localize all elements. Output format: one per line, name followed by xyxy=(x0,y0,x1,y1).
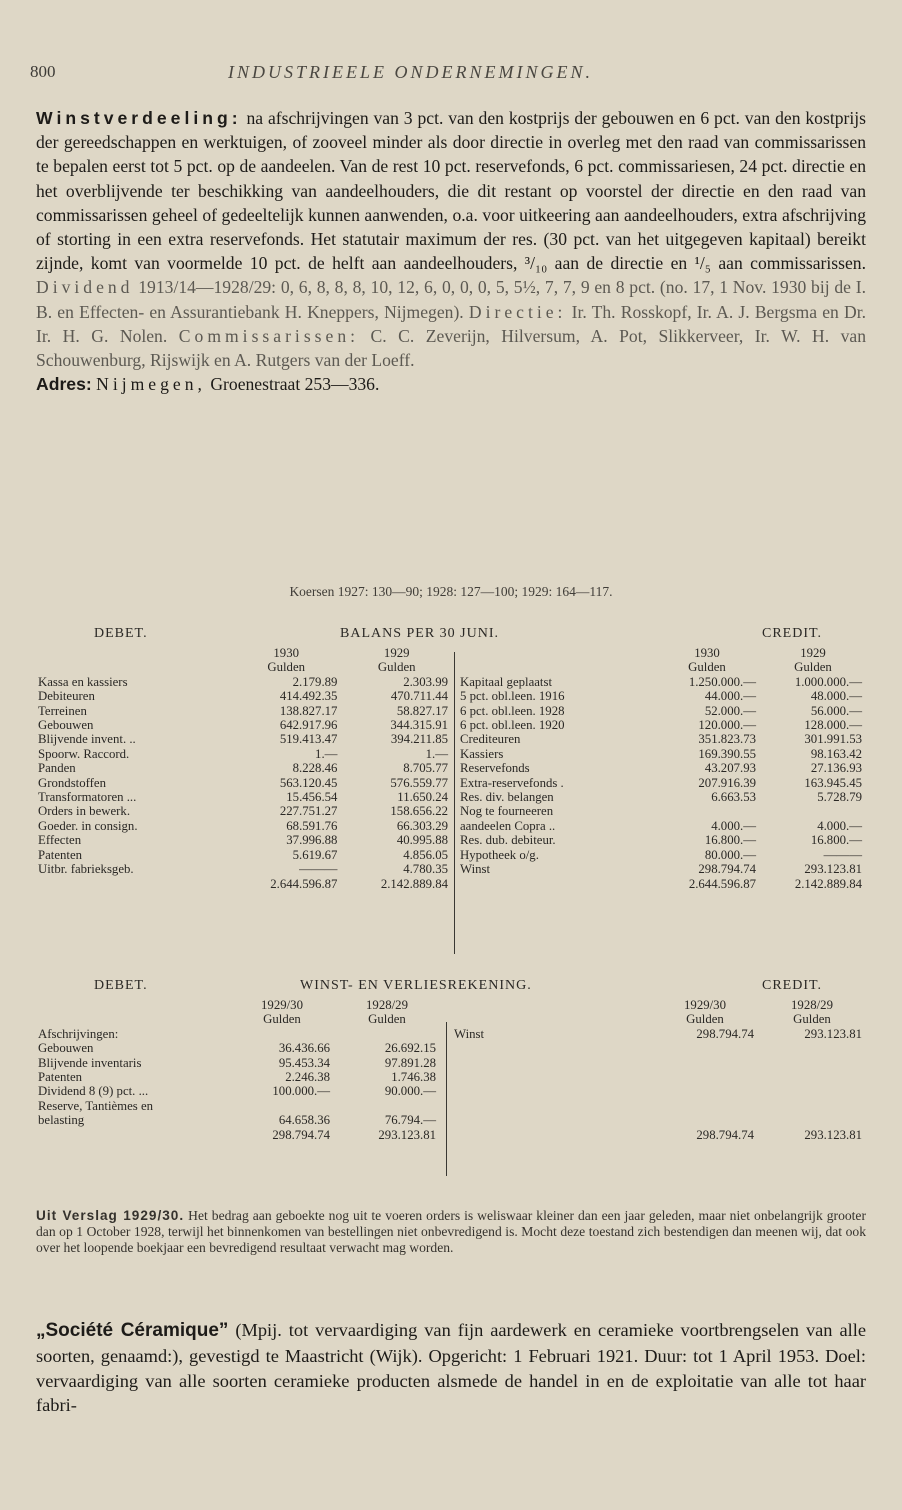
balans-credit-value-b: 163.945.45 xyxy=(804,775,862,790)
balans-debet-table xyxy=(36,646,452,891)
winst-debet-label: DEBET. xyxy=(94,978,148,993)
commissarissen-text: C. C. Zeverijn, Hilversum, A. Pot, Slikkerveer, Ir. W. H. van Schouwenburg, Rijswijk en A. Rutgers van der Loeff. xyxy=(36,325,867,371)
balans-credit-label: Kassiers xyxy=(460,746,504,761)
balans-debet-value-b: 40.995.88 xyxy=(396,833,448,848)
winst-debet-value-a: 64.658.36 xyxy=(278,1113,330,1128)
balans-credit-value-a: 6.663.53 xyxy=(711,790,756,805)
opgericht-text: 1 Februari 1921. xyxy=(513,1345,639,1366)
winst-debet-unit-b: Gulden xyxy=(368,1012,406,1027)
balans-credit-row xyxy=(458,718,866,732)
winst-center-rule xyxy=(446,1022,447,1176)
balans-debet-row xyxy=(36,776,452,790)
balans-debet-year-b: 1929 xyxy=(383,646,410,660)
verslag-paragraph xyxy=(36,1208,866,1255)
winst-debet-value-b: 1.746.38 xyxy=(391,1070,436,1085)
balans-credit-value-b: 5.728.79 xyxy=(817,790,862,805)
balans-debet-unit-a: Gulden xyxy=(267,660,306,675)
balans-credit-value-b: 16.800.— xyxy=(810,833,862,848)
balans-debet-value-a: 37.996.88 xyxy=(286,833,338,848)
balans-credit-label: Kapitaal geplaatst xyxy=(460,674,553,689)
balans-debet-total-a: 2.644.596.87 xyxy=(270,876,338,891)
balans-debet-row xyxy=(36,718,452,732)
winst-debet-value-b: 90.000.— xyxy=(384,1084,436,1099)
balans-debet-value-a: 414.492.35 xyxy=(279,689,338,704)
balans-debet-label: Transformatoren ... xyxy=(38,790,137,805)
balans-debet-label: Terreinen xyxy=(38,703,87,718)
balans-credit-value-a: 4.000.— xyxy=(711,818,756,833)
balans-credit-row xyxy=(458,732,866,746)
balans-credit-total-row xyxy=(458,877,866,891)
winst-credit-label: CREDIT. xyxy=(762,978,823,993)
winst-debet-total-row xyxy=(36,1128,440,1142)
balans-debet-value-b: 4.856.05 xyxy=(403,847,448,862)
balans-credit-value-a: 120.000.— xyxy=(698,718,756,733)
balans-debet-label: Panden xyxy=(38,761,76,776)
balans-debet-value-b: 4.780.35 xyxy=(403,862,448,877)
balans-credit-value-b xyxy=(760,804,866,818)
balans-credit-value-b: 1.000.000.— xyxy=(794,674,862,689)
balans-debet-unit-row xyxy=(36,660,452,674)
balans-credit-label: Reservefonds xyxy=(460,761,530,776)
balans-debet-label: Kassa en kassiers xyxy=(38,674,128,689)
adres-city: Nijmegen, xyxy=(96,374,206,395)
balans-debet-value-a: 2.179.89 xyxy=(292,674,338,689)
winst-credit-unit-row xyxy=(452,1012,866,1026)
dividend-text: 1913/14—1928/29: 0, 6, 8, 8, 8, 10, 12, 6, 0, 0, 0, 5, 5½, 7, 7, 9 en 8 pct. (no. 17, 1 Nov. 1930 bij de I. B. en Effecten- en Assurantiebank H. Kneppers, Nijmegen). xyxy=(36,277,866,322)
winst-debet-value-a: 36.436.66 xyxy=(278,1041,330,1056)
balans-credit-year-a: 1930 xyxy=(694,646,720,660)
winstverdeeling-label: Winstverdeeling: xyxy=(36,108,242,128)
winst-debet-label: Reserve, Tantièmes en xyxy=(38,1098,154,1113)
balans-credit-row xyxy=(458,804,866,818)
balans-debet-value-a: 642.917.96 xyxy=(279,718,338,733)
balans-debet-value-b: 11.650.24 xyxy=(397,790,448,805)
fraction-b: ¹/₅ xyxy=(694,253,711,274)
winst-debet-unit-a: Gulden xyxy=(263,1012,301,1027)
winst-debet-label: Gebouwen xyxy=(38,1041,94,1056)
winst-debet-total-b: 293.123.81 xyxy=(378,1127,436,1142)
balans-debet-value-b: 344.315.91 xyxy=(390,718,448,733)
balans-debet-label: Uitbr. fabrieksgeb. xyxy=(38,862,134,877)
balans-credit-row xyxy=(458,790,866,804)
balans-credit-value-b: 128.000.— xyxy=(804,718,862,733)
winst-debet-row xyxy=(36,1113,440,1127)
balans-debet-label: Debiteuren xyxy=(38,689,95,704)
balans-debet-label: DEBET. xyxy=(94,626,148,641)
winst-credit-unit-b: Gulden xyxy=(793,1012,831,1027)
balans-debet-row xyxy=(36,862,452,876)
winst-credit-unit-a: Gulden xyxy=(686,1012,724,1027)
winst-debet-row xyxy=(36,1041,440,1055)
balans-title: BALANS PER 30 JUNI. xyxy=(340,626,500,641)
balans-credit-label: 6 pct. obl.leen. 1920 xyxy=(460,718,565,733)
balans-credit-value-b: 301.991.53 xyxy=(804,732,862,747)
winst-debet-value-b: 26.692.15 xyxy=(384,1041,436,1056)
balans-credit-label: aandeelen Copra .. xyxy=(460,818,556,833)
doel-label: Doel: xyxy=(825,1345,866,1366)
balans-credit-value-a: 351.823.73 xyxy=(698,732,756,747)
duur-text: tot 1 April 1953. xyxy=(693,1345,820,1366)
winst-debet-value-a xyxy=(230,1099,334,1113)
winst-debet-value-a: 100.000.— xyxy=(272,1084,330,1099)
balans-debet-value-a: 563.120.45 xyxy=(279,775,338,790)
winst-afschrijvingen-label: Afschrijvingen: xyxy=(38,1026,119,1041)
balans-credit-unit-b: Gulden xyxy=(794,660,832,675)
balans-credit-label: 6 pct. obl.leen. 1928 xyxy=(460,703,565,718)
winst-debet-year-a: 1929/30 xyxy=(261,998,303,1012)
ceramique-intro: (Mpij. tot vervaardiging van fijn aardewerk en ceramieke voortbrengselen van alle soorten, genaamd:), xyxy=(36,1320,866,1366)
balans-credit-total-b: 2.142.889.84 xyxy=(794,876,862,891)
balans-debet-row xyxy=(36,790,452,804)
balans-debet-value-a: 138.827.17 xyxy=(279,703,338,718)
balans-credit-row xyxy=(458,689,866,703)
balans-debet-label: Grondstoffen xyxy=(38,775,107,790)
balans-credit-value-b: 293.123.81 xyxy=(804,862,862,877)
balans-debet-row xyxy=(36,848,452,862)
winst-debet-value-b: 76.794.— xyxy=(384,1113,436,1128)
balans-debet-row xyxy=(36,704,452,718)
balans-credit-value-b: 48.000.— xyxy=(810,689,862,704)
balans-credit-value-a: 298.794.74 xyxy=(698,862,756,877)
balans-debet-unit-b: Gulden xyxy=(377,660,416,675)
balans-credit-value-a: 1.250.000.— xyxy=(688,674,756,689)
balans-center-rule xyxy=(454,652,455,954)
balans-credit-value-a: 80.000.— xyxy=(704,847,756,862)
balans-credit-row xyxy=(458,862,866,876)
winst-debet-value-a: 2.246.38 xyxy=(285,1070,330,1085)
balans-credit-value-b: ——— xyxy=(823,847,862,862)
winst-debet-row xyxy=(36,1056,440,1070)
running-head xyxy=(30,62,872,86)
balans-debet-value-b: 158.656.22 xyxy=(390,804,448,819)
balans-debet-value-a: 68.591.76 xyxy=(286,818,338,833)
winst-credit-table xyxy=(452,998,866,1142)
balans-debet-row xyxy=(36,833,452,847)
running-title: INDUSTRIEELE ONDERNEMINGEN. xyxy=(228,62,593,82)
directie-label: Directie: xyxy=(468,301,567,322)
winst-debet-value-a: 95.453.34 xyxy=(278,1055,330,1070)
winst-credit-total-row xyxy=(452,1128,866,1142)
end-a: aan commissarissen. xyxy=(718,253,866,274)
balans-debet-value-b: 2.303.99 xyxy=(403,674,448,689)
balans-debet-value-a: 15.456.54 xyxy=(286,790,338,805)
winst-debet-unit-row xyxy=(36,1012,440,1026)
balans-debet-label: Effecten xyxy=(38,833,82,848)
winstverdeeling-paragraph xyxy=(36,106,866,396)
balans-debet-value-a: 519.413.47 xyxy=(279,732,338,747)
balans-debet-label: Gebouwen xyxy=(38,718,94,733)
balans-credit-value-a: 169.390.55 xyxy=(698,746,756,761)
opgericht-label: Opgericht: xyxy=(428,1345,508,1366)
balans-debet-row xyxy=(36,732,452,746)
balans-credit-year-row xyxy=(458,646,866,660)
balans-credit-row xyxy=(458,819,866,833)
balans-credit-label: CREDIT. xyxy=(762,626,823,641)
winst-credit-value-a: 298.794.74 xyxy=(696,1026,754,1041)
adres-label: Adres: xyxy=(36,374,92,395)
winst-debet-label: Blijvende inventaris xyxy=(38,1055,142,1070)
balans-debet-label: Spoorw. Raccord. xyxy=(38,746,130,761)
winst-debet-year-b: 1928/29 xyxy=(366,998,408,1012)
balans-debet-value-b: 58.827.17 xyxy=(396,703,448,718)
doel-text: vervaardiging van alle soorten ceramieke producten alsmede de handel in en de exploitatie van alle tot haar fabri- xyxy=(36,1370,866,1416)
winst-credit-row xyxy=(452,1027,866,1041)
balans-credit-total-a: 2.644.596.87 xyxy=(688,876,756,891)
balans-debet-total-b: 2.142.889.84 xyxy=(380,876,448,891)
winst-debet-value-b: 97.891.28 xyxy=(384,1055,436,1070)
balans-credit-value-b: 4.000.— xyxy=(817,818,862,833)
winstverdeeling-text: na afschrijvingen van 3 pct. van den kostprijs der gebouwen en 6 pct. van den kostprijs der gereedschappen en werktuigen, of zooveel minder als door directie in overleg met den raad van commissarissen te bepalen eerst tot 5 pct. op de aandeelen. Van de rest 10 pct. reservefonds, 6 pct. commissariesen, 24 pct. directie en het overblijvende ter beschikking van aandeelhouders, die dit restant op voorstel der directie en den raad van commissarissen geheel of gedeeltelijk kunnen aanwenden, o.a. voor uitkeering aan aandeelhouders, extra afschrijving of storting in een extra reservefonds. Het statutair maximum der res. (30 pct. van het uitgegeven kapitaal) bereikt zijnde, komt van voormelde 10 pct. de helft aan aandeelhouders, xyxy=(36,108,866,274)
balans-debet-value-b: 576.559.77 xyxy=(390,775,448,790)
commissarissen-label: Commissarissen: xyxy=(178,325,360,346)
duur-label: Duur: xyxy=(644,1345,688,1366)
balans-credit-label: Res. div. belangen xyxy=(460,790,554,805)
winst-debet-label: belasting xyxy=(38,1113,85,1128)
balans-credit-label: Crediteuren xyxy=(460,732,521,747)
winst-credit-label: Winst xyxy=(454,1026,485,1041)
balans-credit-row xyxy=(458,761,866,775)
winst-title: WINST- EN VERLIESREKENING. xyxy=(300,978,532,993)
balans-debet-row xyxy=(36,804,452,818)
balans-credit-label: Winst xyxy=(460,862,491,877)
balans-debet-total-row xyxy=(36,877,452,891)
balans-credit-row xyxy=(458,848,866,862)
balans-debet-row xyxy=(36,761,452,775)
gevestigd-label: gevestigd xyxy=(189,1345,260,1366)
balans-debet-value-a: ——— xyxy=(299,862,338,877)
winst-debet-label: Patenten xyxy=(38,1070,83,1085)
winst-debet-row xyxy=(36,1099,440,1113)
balans-debet-label: Orders in bewerk. xyxy=(38,804,131,819)
dividend-block xyxy=(36,277,866,370)
ceramique-name: „Société Céramique” xyxy=(36,1320,229,1341)
winst-credit-year-row xyxy=(452,998,866,1012)
balans-credit-label: Extra-reservefonds . xyxy=(460,775,564,790)
winst-debet-year-row xyxy=(36,998,440,1012)
balans-debet-label: Blijvende invent. .. xyxy=(38,732,136,747)
winst-debet-table xyxy=(36,998,440,1142)
balans-debet-value-b: 470.711.44 xyxy=(390,689,448,704)
verslag-label: Uit Verslag 1929/30. xyxy=(36,1208,185,1223)
adres-street: Groenestraat 253—336. xyxy=(210,374,380,395)
balans-debet-value-b: 8.705.77 xyxy=(403,761,448,776)
balans-credit-label: Hypotheek o/g. xyxy=(460,847,539,862)
directie-text: Ir. Th. Rosskopf, Ir. A. J. Bergsma en Dr. Ir. H. G. Nolen. xyxy=(36,301,866,346)
balans-credit-value-a: 207.916.39 xyxy=(698,775,756,790)
balans-debet-label: Patenten xyxy=(38,847,83,862)
balans-credit-value-a: 44.000.— xyxy=(704,689,756,704)
balans-debet-year-row xyxy=(36,646,452,660)
winst-credit-year-a: 1929/30 xyxy=(684,998,726,1012)
balans-debet-row xyxy=(36,675,452,689)
balans-credit-value-b: 27.136.93 xyxy=(810,761,862,776)
balans-credit-year-b: 1929 xyxy=(800,646,826,660)
balans-debet-value-a: 5.619.67 xyxy=(292,847,338,862)
balans-debet-value-b: 394.211.85 xyxy=(390,732,448,747)
balans-debet-value-b: 1.— xyxy=(425,746,448,761)
balans-debet-value-a: 227.751.27 xyxy=(279,804,338,819)
winst-credit-total-b: 293.123.81 xyxy=(804,1127,862,1142)
balans-credit-value-a: 43.207.93 xyxy=(704,761,756,776)
winst-afschrijvingen-row xyxy=(36,1027,440,1041)
balans-credit-value-a: 52.000.— xyxy=(704,703,756,718)
winst-debet-row xyxy=(36,1084,440,1098)
balans-credit-table xyxy=(458,646,866,891)
page-number: 800 xyxy=(30,62,56,81)
balans-credit-row xyxy=(458,704,866,718)
winst-debet-label: Dividend 8 (9) pct. ... xyxy=(38,1084,149,1099)
winst-debet-total-a: 298.794.74 xyxy=(272,1127,330,1142)
koersen-line: Koersen 1927: 130—90; 1928: 127—100; 1929: 164—117. xyxy=(289,584,613,599)
balans-debet-value-a: 8.228.46 xyxy=(292,761,338,776)
balans-credit-label: Nog te fourneeren xyxy=(460,804,554,819)
balans-debet-value-b: 66.303.29 xyxy=(396,818,448,833)
mid-a: aan de directie en xyxy=(554,253,688,274)
balans-credit-row xyxy=(458,675,866,689)
balans-credit-value-b: 98.163.42 xyxy=(810,746,862,761)
balans-debet-row xyxy=(36,819,452,833)
balans-debet-label: Goeder. in consign. xyxy=(38,818,138,833)
balans-credit-value-a: 16.800.— xyxy=(704,833,756,848)
balans-credit-row xyxy=(458,776,866,790)
winst-credit-year-b: 1928/29 xyxy=(791,998,833,1012)
balans-credit-unit-row xyxy=(458,660,866,674)
balans-credit-unit-a: Gulden xyxy=(688,660,726,675)
dividend-label: Dividend xyxy=(36,277,134,298)
balans-credit-row xyxy=(458,833,866,847)
balans-debet-value-a: 1.— xyxy=(315,746,338,761)
balans-credit-label: 5 pct. obl.leen. 1916 xyxy=(460,689,565,704)
balans-credit-value-a xyxy=(654,804,760,818)
balans-debet-year-a: 1930 xyxy=(273,646,299,660)
balans-credit-row xyxy=(458,747,866,761)
balans-credit-label: Res. dub. debiteur. xyxy=(460,833,556,848)
winst-debet-value-b xyxy=(334,1099,440,1113)
winst-debet-row xyxy=(36,1070,440,1084)
balans-debet-row xyxy=(36,689,452,703)
winst-credit-value-b: 293.123.81 xyxy=(804,1026,862,1041)
verslag-text: Het bedrag aan geboekte nog uit te voeren orders is weliswaar kleiner dan een jaar geleden, maar niet onbelangrijk grooter dan op 1 October 1928, terwijl het binnenkomen van bestellingen niet onbevredigend is. Mocht deze toestand zich bestendigen dan meenen wij, dat ook over het loopende boekjaar een bevredigend resultaat verwacht mag worden. xyxy=(36,1208,866,1255)
ceramique-paragraph xyxy=(36,1318,866,1418)
fraction-a: ³/₁₀ xyxy=(524,253,548,274)
gevestigd-text: te Maastricht (Wijk). xyxy=(265,1345,423,1366)
balans-credit-value-b: 56.000.— xyxy=(810,703,862,718)
winst-credit-total-a: 298.794.74 xyxy=(696,1127,754,1142)
balans-debet-row xyxy=(36,747,452,761)
